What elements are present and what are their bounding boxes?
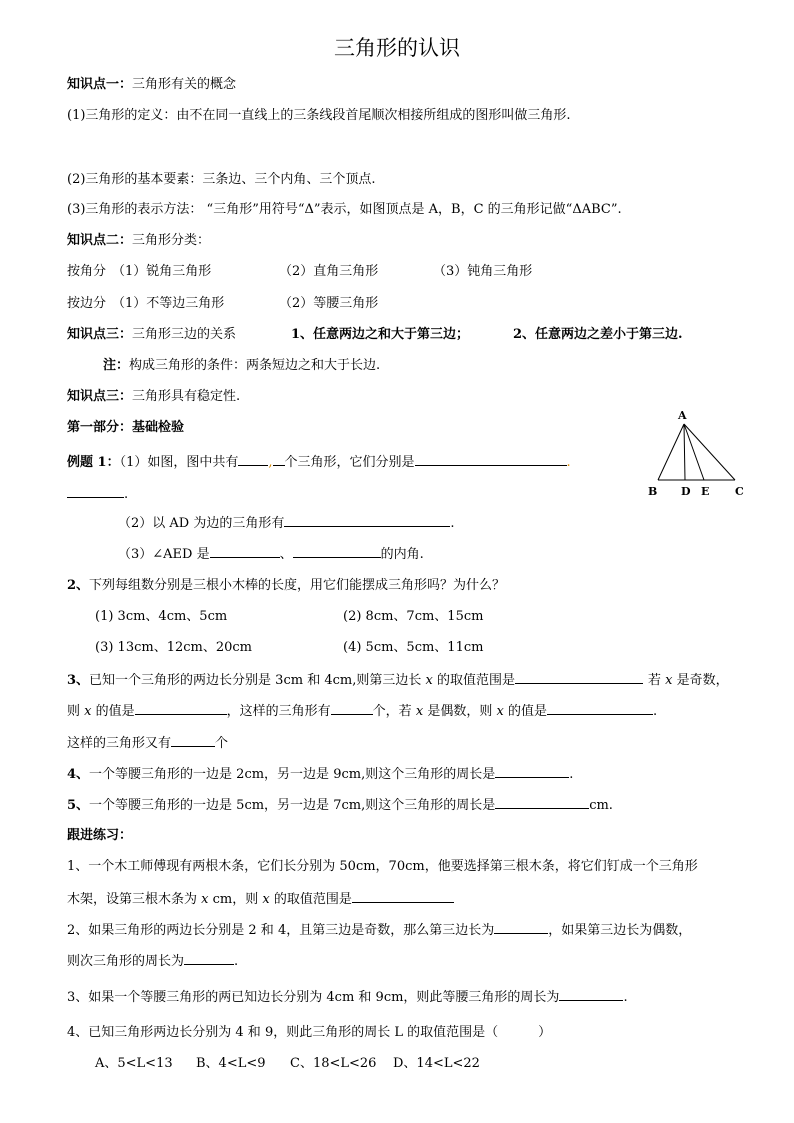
- kp2-heading: 知识点二：: [67, 233, 133, 248]
- f2-text-c: 则次三角形的周长为: [67, 954, 185, 969]
- triangle-list-blank-2[interactable]: [67, 484, 124, 498]
- right-triangle: （2）直角三角形: [279, 264, 379, 279]
- example-1-q3-sep: 、: [279, 547, 293, 562]
- q3-text-4: 是奇数，: [676, 673, 729, 688]
- follow-2-line-2: [67, 951, 238, 971]
- question-4-number: 4、: [67, 767, 90, 782]
- q3-var-x-2: x: [665, 673, 673, 688]
- page-title: 三角形的认识: [334, 36, 460, 60]
- q3-range-blank[interactable]: [515, 670, 643, 684]
- knowledge-point-4: [67, 388, 240, 406]
- angle-lead: 按角分: [67, 264, 107, 279]
- kp1-heading: 知识点一：: [67, 77, 133, 92]
- example-1-q3-text: （3）∠AED 是: [118, 547, 210, 562]
- f4-option-c: C、18<L<26: [290, 1056, 377, 1071]
- example-1-q1-text: （1）如图，图中共有: [119, 455, 239, 470]
- f1-text-d: 的取值范围是: [273, 892, 352, 907]
- note-line: [103, 357, 380, 375]
- kp3-heading: 知识点三：: [67, 327, 133, 342]
- q3-var-x: x: [425, 673, 433, 688]
- q3-even-count-blank[interactable]: [171, 733, 215, 747]
- q3-var-x-3: x: [84, 704, 92, 719]
- q2-option-2: (2) 8cm、7cm、15cm: [343, 609, 484, 624]
- angle-aed-blank-2[interactable]: [293, 544, 381, 558]
- q2-option-4: (4) 5cm、5cm、11cm: [343, 640, 484, 655]
- side-ac: [684, 424, 735, 480]
- obtuse-triangle: （3）钝角三角形: [433, 264, 533, 279]
- f3-text: 3、如果一个等腰三角形的两已知边长分别为 4cm 和 9cm，则此等腰三角形的周长为: [67, 990, 560, 1005]
- kp4-heading: 知识点三：: [67, 389, 133, 404]
- question-3-line-1: [67, 670, 729, 690]
- example-1-q1-text-2: 个三角形，它们分别是: [284, 455, 415, 470]
- f2-perimeter-blank[interactable]: [184, 951, 234, 965]
- question-4: [67, 764, 573, 784]
- question-5-number: 5、: [67, 798, 90, 813]
- f2-side-blank[interactable]: [494, 920, 548, 934]
- q2-option-3: (3) 13cm、12cm、20cm: [95, 640, 252, 655]
- q3-text-10: 的值是: [507, 704, 547, 719]
- part-one-heading: 第一部分：基础检验: [67, 420, 185, 435]
- q2-option-1: (1) 3cm、4cm、5cm: [95, 609, 228, 624]
- f1-text-c: cm，则: [212, 892, 259, 907]
- q3-text-1: 已知一个三角形的两边长分别是 3cm 和 4cm,则第三边长: [89, 673, 422, 688]
- kp1-text: 三角形有关的概念: [132, 77, 237, 92]
- label-e: E: [701, 485, 710, 498]
- note-heading: 注：: [103, 358, 130, 373]
- q3-var-x-4: x: [415, 704, 424, 719]
- knowledge-point-2: [67, 232, 210, 250]
- side-lead: 按边分: [67, 296, 107, 311]
- q3-text-7: ，这样的三角形有: [226, 704, 331, 719]
- kp3-text: 三角形三边的关系: [132, 327, 237, 342]
- q3-odd-value-blank[interactable]: [135, 701, 227, 715]
- side-rule-difference: 2、任意两边之差小于第三边.: [513, 327, 683, 342]
- example-1-q1: [67, 452, 571, 472]
- example-1-q1-cont-end: .: [124, 487, 129, 502]
- question-5-end: cm.: [589, 798, 613, 813]
- kp2-text: 三角形分类：: [132, 233, 211, 248]
- ad-triangles-blank[interactable]: [284, 513, 450, 527]
- f1-var-x: x: [201, 892, 209, 907]
- example-1-q2-text: （2）以 AD 为边的三角形有: [118, 516, 285, 531]
- knowledge-point-1: [67, 76, 236, 94]
- question-2: [67, 577, 505, 595]
- question-3-line-2: [67, 701, 657, 721]
- question-2-number: 2、: [67, 578, 90, 593]
- f3-end: .: [623, 990, 628, 1005]
- segment-ae: [684, 424, 704, 480]
- example-1-q2: [118, 513, 455, 533]
- follow-3: [67, 987, 628, 1007]
- follow-1-line-1: 1、一个木工师傅现有两根木条，它们长分别为 50cm，70cm，他要选择第三根木条，将它们钉成一个三角形: [67, 859, 698, 874]
- kp4-text: 三角形具有稳定性.: [132, 389, 241, 404]
- elements-line: (2)三角形的基本要素：三条边、三个内角、三个顶点.: [67, 172, 376, 187]
- q3-text-12: 个: [215, 736, 229, 751]
- q5-perimeter-blank[interactable]: [495, 795, 589, 809]
- example-1-q3: [118, 544, 424, 564]
- f2-end: .: [234, 954, 239, 969]
- f2-text-b: ，如果第三边长为偶数，: [548, 923, 692, 938]
- q3-odd-count-blank[interactable]: [331, 701, 373, 715]
- q3-even-value-blank[interactable]: [547, 701, 653, 715]
- q3-line-2-end: .: [652, 704, 658, 719]
- question-2-text: 下列每组数分别是三根小木棒的长度，用它们能摆成三角形吗？为什么？: [89, 578, 506, 593]
- question-4-end: .: [569, 767, 574, 782]
- follow-up-heading: 跟进练习：: [67, 828, 133, 843]
- f1-text-b: 木架，设第三根木条为: [67, 892, 198, 907]
- notation-line: (3)三角形的表示方法： “三角形”用符号“Δ”表示，如图顶点是 A，B，C 的三角形记做“ΔABC”.: [67, 202, 622, 217]
- q3-var-x-5: x: [496, 704, 504, 719]
- side-rule-sum: 1、任意两边之和大于第三边；: [291, 327, 470, 342]
- question-3-line-3: [67, 733, 228, 753]
- f3-perimeter-blank[interactable]: [559, 987, 623, 1001]
- segment-ad: [684, 424, 685, 480]
- example-1-q1-end: .: [566, 455, 571, 470]
- angle-aed-blank-1[interactable]: [210, 544, 280, 558]
- label-d: D: [681, 485, 691, 498]
- q3-text-6: 的值是: [95, 704, 135, 719]
- q4-perimeter-blank[interactable]: [495, 764, 569, 778]
- label-a: A: [678, 409, 687, 422]
- question-3-number: 3、: [67, 673, 90, 688]
- example-1-q3-end: 的内角.: [380, 547, 424, 562]
- question-5-text: 一个等腰三角形的一边是 5cm，另一边是 7cm,则这个三角形的周长是: [89, 798, 496, 813]
- f2-text-a: 2、如果三角形的两边长分别是 2 和 4，且第三边是奇数，那么第三边长为: [67, 923, 495, 938]
- isosceles-triangle: （2）等腰三角形: [279, 296, 379, 311]
- q3-text-3: 若: [647, 673, 661, 688]
- q3-text-9: 是偶数，则: [427, 704, 493, 719]
- label-c: C: [735, 485, 744, 498]
- definition-line: (1)三角形的定义：由不在同一直线上的三条线段首尾顺次相接所组成的图形叫做三角形.: [67, 108, 571, 123]
- triangle-count-blank-2[interactable]: [273, 452, 285, 466]
- blank-mark: ,: [268, 455, 273, 470]
- follow-4: [67, 1024, 551, 1042]
- f4-close: ）: [538, 1025, 552, 1040]
- f1-var-x-2: x: [262, 892, 270, 907]
- f4-option-a: A、5<L<13: [95, 1056, 173, 1071]
- triangle-list-blank[interactable]: [415, 452, 567, 466]
- note-text: 构成三角形的条件：两条短边之和大于长边.: [129, 358, 381, 373]
- follow-2-line-1: [67, 920, 691, 940]
- acute-triangle: （1）锐角三角形: [112, 264, 212, 279]
- label-b: B: [648, 485, 658, 498]
- f1-range-blank[interactable]: [352, 889, 454, 903]
- q3-text-8: 个，若: [372, 704, 412, 719]
- q3-text-11: 这样的三角形又有: [67, 736, 172, 751]
- scalene-triangle: （1）不等边三角形: [112, 296, 225, 311]
- question-4-text: 一个等腰三角形的一边是 2cm，另一边是 9cm,则这个三角形的周长是: [89, 767, 496, 782]
- classify-by-side: [67, 295, 224, 313]
- triangle-count-blank[interactable]: [238, 452, 268, 466]
- question-5: [67, 795, 613, 815]
- example-1-q1-cont: [67, 484, 128, 504]
- f4-option-b: B、4<L<9: [196, 1056, 266, 1071]
- q3-text-5: 则: [67, 704, 81, 719]
- example-1-q2-end: .: [450, 516, 455, 531]
- triangle-figure: [640, 404, 755, 500]
- follow-1-line-2: [67, 889, 454, 909]
- classify-by-angle: [67, 263, 211, 281]
- example-1-heading: 例题 1：: [67, 455, 120, 470]
- knowledge-point-3: [67, 326, 236, 344]
- f4-text: 4、已知三角形两边长分别为 4 和 9，则此三角形的周长 L 的取值范围是（: [67, 1025, 499, 1040]
- f4-option-d: D、14<L<22: [393, 1056, 480, 1071]
- q3-text-2: 的取值范围是: [436, 673, 515, 688]
- side-ab: [658, 424, 684, 480]
